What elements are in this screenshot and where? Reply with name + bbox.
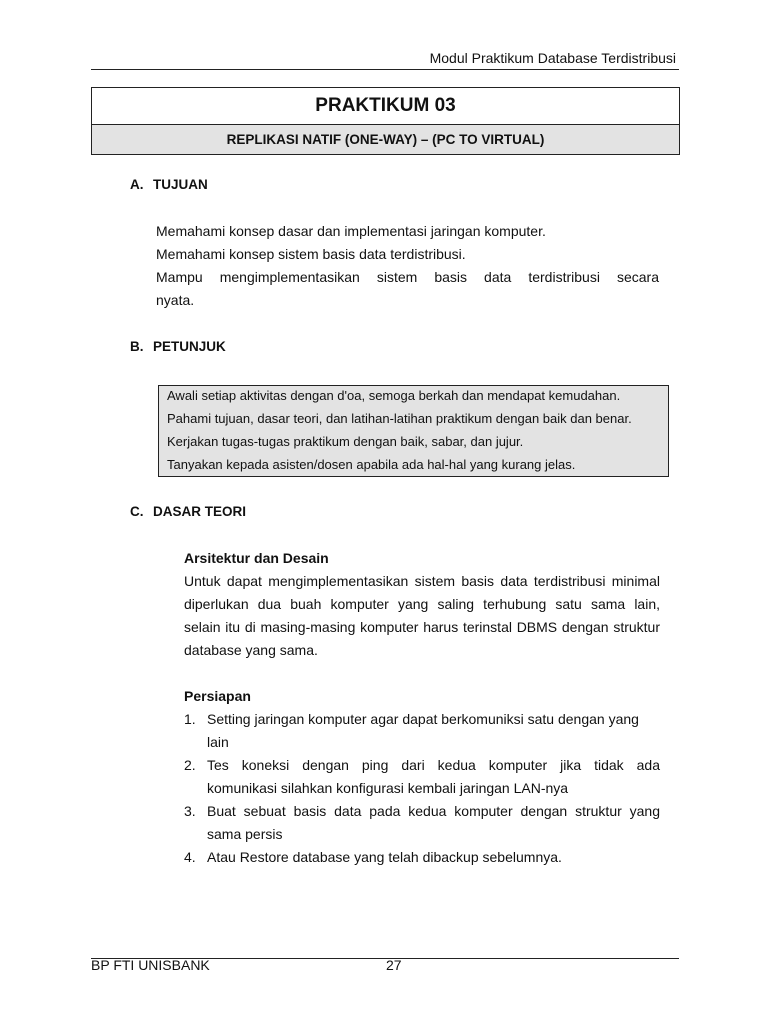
- step-number: 3.: [184, 803, 196, 819]
- step-line: Tes koneksi dengan ping dari kedua komputer jika tidak ada: [207, 757, 660, 773]
- step-line: Setting jaringan komputer agar dapat berkomuniksi satu dengan yang: [207, 711, 639, 727]
- list-item: [184, 800, 660, 846]
- instruction-line: Pahami tujuan, dasar teori, dan latihan-latihan praktikum dengan baik dan benar.: [167, 411, 632, 426]
- step-number: 4.: [184, 849, 196, 865]
- preparation-steps: [184, 708, 660, 869]
- instruction-line: Awali setiap aktivitas dengan d'oa, semoga berkah dan mendapat kemudahan.: [167, 388, 621, 403]
- architecture-line: diperlukan dua buah komputer yang saling terhubung satu sama lain,: [184, 596, 660, 612]
- page-number: 27: [386, 957, 402, 973]
- section-a-heading: [130, 177, 208, 192]
- instructions-box: [158, 385, 669, 477]
- architecture-line: Untuk dapat mengimplementasikan sistem basis data terdistribusi minimal: [184, 573, 660, 589]
- page-subtitle: REPLIKASI NATIF (ONE-WAY) – (PC TO VIRTUAL): [92, 125, 679, 154]
- section-b-heading: [130, 339, 226, 354]
- architecture-block: [184, 547, 660, 662]
- section-c-title: DASAR TEORI: [153, 504, 247, 519]
- step-line: komunikasi silahkan konfigurasi kembali jaringan LAN-nya: [207, 780, 569, 796]
- header-divider: [91, 69, 679, 70]
- footer-institution: BP FTI UNISBANK: [91, 957, 210, 973]
- section-c-heading: [130, 504, 246, 519]
- instruction-line: Kerjakan tugas-tugas praktikum dengan baik, sabar, dan jujur.: [167, 434, 524, 449]
- section-b-letter: B.: [130, 339, 144, 354]
- step-line: Atau Restore database yang telah dibackup sebelumnya.: [207, 849, 562, 865]
- step-line: Buat sebuat basis data pada kedua komputer dengan struktur yang: [207, 803, 660, 819]
- section-a-letter: A.: [130, 177, 144, 192]
- section-b-title: PETUNJUK: [153, 339, 226, 354]
- preparation-block: [184, 685, 660, 869]
- goal-line: nyata.: [156, 292, 195, 308]
- section-a-title: TUJUAN: [153, 177, 208, 192]
- step-number: 1.: [184, 711, 196, 727]
- architecture-heading: Arsitektur dan Desain: [184, 550, 329, 566]
- list-item: [184, 754, 660, 800]
- architecture-line: database yang sama.: [184, 642, 318, 658]
- section-c-letter: C.: [130, 504, 144, 519]
- page-title: PRAKTIKUM 03: [92, 88, 679, 125]
- step-line: lain: [207, 734, 229, 750]
- instruction-line: Tanyakan kepada asisten/dosen apabila ada hal-hal yang kurang jelas.: [167, 457, 576, 472]
- step-line: sama persis: [207, 826, 283, 842]
- title-box: [91, 87, 680, 155]
- step-number: 2.: [184, 757, 196, 773]
- architecture-line: selain itu di masing-masing komputer harus terinstal DBMS dengan struktur: [184, 619, 660, 635]
- list-item: [184, 708, 660, 754]
- goal-line: Mampu mengimplementasikan sistem basis data terdistribusi secara: [156, 269, 659, 285]
- goal-line: Memahami konsep sistem basis data terdistribusi.: [156, 246, 466, 262]
- module-title: Modul Praktikum Database Terdistribusi: [429, 50, 676, 66]
- section-a-body: [156, 220, 659, 312]
- goal-line: Memahami konsep dasar dan implementasi jaringan komputer.: [156, 223, 546, 239]
- preparation-heading: Persiapan: [184, 688, 251, 704]
- list-item: [184, 846, 660, 869]
